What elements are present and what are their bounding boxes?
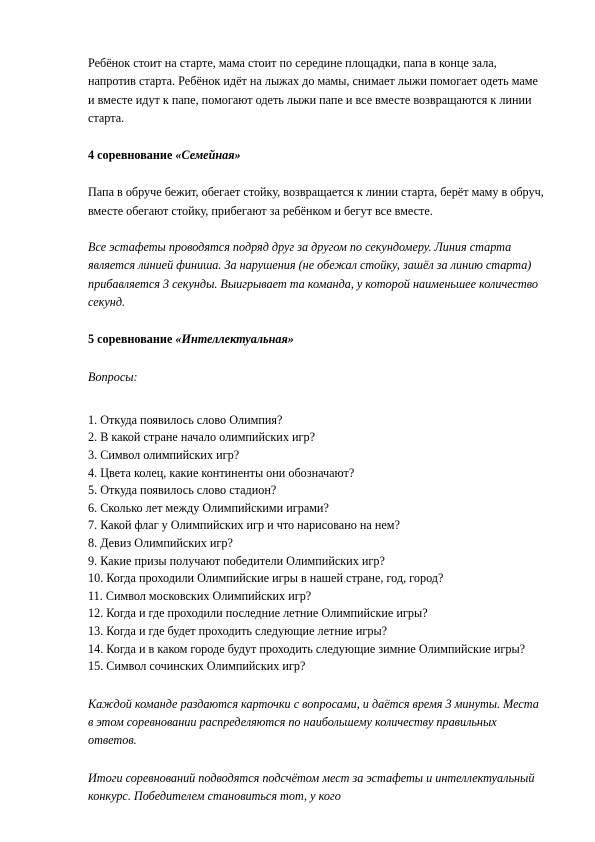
question-item: 13. Когда и где будет проходить следующие летние игры?: [88, 623, 388, 638]
question-item: 1. Откуда появилось слово Олимпия?: [88, 412, 283, 427]
question-item: 6. Сколько лет между Олимпийскими играми?: [88, 500, 329, 515]
competition-4-title: «Семейная»: [175, 148, 241, 163]
relay-description-paragraph: Ребёнок стоит на старте, мама стоит по середине площадки, папа в конце зала, напротив старта. Ребёнок идёт на лыжах до мамы, снимает лыжи помогает одеть маме и вместе идут к папе, помогают одеть лыжи папе и все вместе возвращаются к линии старта.: [88, 56, 538, 125]
competition-5-number: 5 соревнование: [88, 332, 176, 347]
question-item: 2. В какой стране начало олимпийских игр?: [88, 430, 315, 445]
question-item: 15. Символ сочинских Олимпийских игр?: [88, 659, 306, 674]
question-item: 8. Девиз Олимпийских игр?: [88, 536, 233, 551]
question-item: 7. Какой флаг у Олимпийских игр и что нарисовано на нем?: [88, 518, 400, 533]
question-item: 14. Когда и в каком городе будут проходить следующие зимние Олимпийские игры?: [88, 641, 526, 656]
question-item: 9. Какие призы получают победители Олимпийских игр?: [88, 553, 385, 568]
competition-4-number: 4 соревнование: [88, 148, 176, 163]
questions-label: Вопросы:: [88, 369, 138, 384]
relay-rules-paragraph: Все эстафеты проводятся подряд друг за другом по секундомеру. Линия старта является линией финиша. За нарушения (не обежал стойку, зашёл за линию старта) прибавляется 3 секунды. Выигрывает та команда, у которой наименьшее количество секунд.: [88, 240, 538, 309]
questions-list: [88, 412, 547, 676]
quiz-rules-paragraph: Каждой команде раздаются карточки с вопросами, и даётся время 3 минуты. Места в этом соревновании распределяются по наибольшему количеству правильных ответов.: [88, 696, 539, 748]
question-item: 10. Когда проходили Олимпийские игры в нашей стране, год, город?: [88, 571, 444, 586]
family-relay-paragraph: Папа в обруче бежит, обегает стойку, возвращается к линии старта, берёт маму в обруч, вместе обегают стойку, прибегают за ребёнком и бегут все вместе.: [88, 185, 544, 218]
results-paragraph: Итоги соревнований подводятся подсчётом мест за эстафеты и интеллектуальный конкурс. Победителем становиться тот, у кого: [88, 770, 535, 803]
question-item: 5. Откуда появилось слово стадион?: [88, 483, 277, 498]
competition-4-heading: [88, 146, 547, 164]
competition-5-title: «Интеллектуальная»: [175, 332, 294, 347]
question-item: 4. Цвета колец, какие континенты они обозначают?: [88, 465, 355, 480]
competition-5-heading: [88, 330, 547, 348]
question-item: 12. Когда и где проходили последние летние Олимпийские игры?: [88, 606, 428, 621]
question-item: 11. Символ московских Олимпийских игр?: [88, 588, 312, 603]
question-item: 3. Символ олимпийских игр?: [88, 448, 240, 463]
